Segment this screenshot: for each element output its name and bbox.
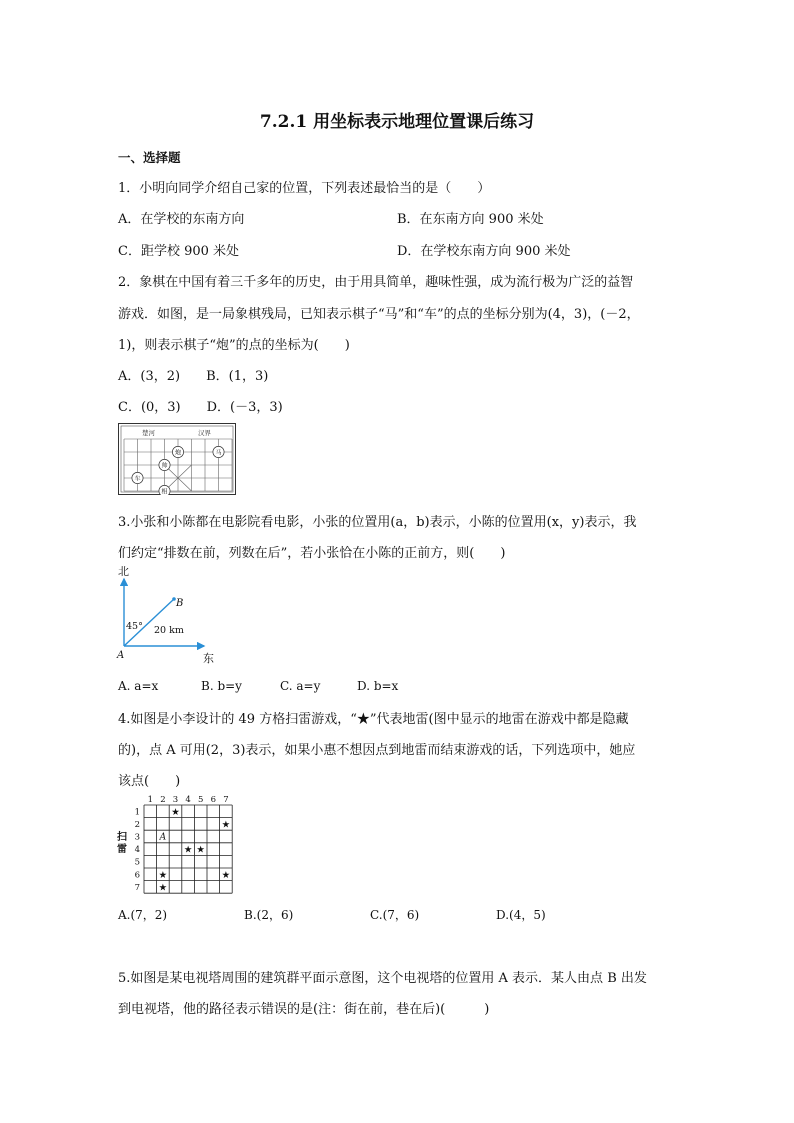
q5-line-1: 5.如图是某电视塔周围的建筑群平面示意图，这个电视塔的位置用 A 表示．某人由点 B 出发 — [118, 971, 647, 986]
mine-star-icon: ★ — [221, 819, 231, 831]
mine-star-icon: ★ — [158, 882, 168, 894]
q4-line-3: 该点( ) — [118, 774, 181, 789]
q1-option-b[interactable]: B．在东南方向 900 米处 — [397, 212, 544, 227]
chess-piece-label: 帅 — [161, 462, 168, 470]
chess-board-figure — [118, 423, 236, 495]
grid-row-label: 4 — [134, 845, 140, 856]
q4-line-2: 的)，点 A 可用(2，3)表示，如果小惠不想因点到地雷而结束游戏的话，下列选项中，她应 — [118, 743, 636, 758]
q2-options-cd[interactable]: C．(0，3) D．(－3，3) — [118, 400, 283, 415]
q4-option-d[interactable]: D.(4，5) — [496, 908, 546, 922]
q2-options-ab[interactable]: A．(3，2) B．(1，3) — [118, 369, 269, 384]
page-title: 7.2.1 用坐标表示地理位置课后练习 — [259, 112, 535, 132]
q5-line-2: 到电视塔，他的路径表示错误的是(注：街在前，巷在后)( ) — [118, 1002, 490, 1017]
side-label-lei: 雷 — [117, 844, 127, 855]
q3-option-c[interactable]: C. a=y — [280, 679, 321, 693]
grid-col-label: 5 — [197, 795, 204, 805]
grid-col-label: 7 — [223, 795, 229, 805]
grid-col-label: 2 — [160, 795, 166, 805]
direction-figure — [116, 563, 220, 667]
grid-row-label: 6 — [134, 870, 140, 881]
mine-star-icon: ★ — [196, 844, 205, 856]
q2-line-1: 2．象棋在中国有着三千多年的历史，由于用具简单，趣味性强，成为流行极为广泛的益智 — [118, 275, 634, 290]
q4-option-c[interactable]: C.(7，6) — [370, 908, 420, 922]
chess-piece-label: 相 — [161, 488, 168, 495]
mine-star-icon: ★ — [183, 844, 193, 856]
mine-star-icon: ★ — [221, 869, 231, 881]
q3-line-2: 们约定“排数在前，列数在后”，若小张恰在小陈的正前方，则( ) — [118, 546, 506, 561]
q1-stem: 1．小明向同学介绍自己家的位置，下列表述最恰当的是（ ） — [118, 181, 491, 196]
q4-option-a[interactable]: A.(7，2) — [118, 908, 168, 922]
north-label: 北 — [118, 565, 129, 578]
chess-piece-label: 马 — [215, 449, 222, 457]
distance-label: 20 km — [154, 625, 184, 636]
grid-row-label: 3 — [134, 832, 140, 843]
q1-option-d[interactable]: D．在学校东南方向 900 米处 — [397, 244, 571, 259]
q3-option-a[interactable]: A. a=x — [118, 679, 159, 693]
river-right-label: 汉界 — [198, 429, 211, 437]
q2-line-2: 游戏．如图，是一局象棋残局，已知表示棋子“马”和“车”的点的坐标分别为(4，3)，(－2， — [118, 307, 640, 322]
grid-row-label: 7 — [134, 882, 140, 893]
grid-row-label: 1 — [134, 807, 140, 818]
river-left-label: 楚河 — [142, 429, 155, 437]
q1-option-a[interactable]: A．在学校的东南方向 — [118, 212, 245, 227]
origin-a-label: A — [117, 650, 125, 661]
angle-label: 45° — [126, 621, 143, 632]
mine-star-icon: ★ — [158, 869, 168, 881]
q4-option-b[interactable]: B.(2，6) — [244, 908, 294, 922]
chess-piece-label: 车 — [134, 475, 141, 483]
mine-star-icon: ★ — [171, 806, 180, 818]
side-label-sao: 扫 — [117, 832, 127, 843]
q3-line-1: 3.小张和小陈都在电影院看电影，小张的位置用(a，b)表示，小陈的位置用(x，y)表示，我 — [118, 515, 637, 530]
grid-col-label: 4 — [185, 795, 191, 805]
q1-option-c[interactable]: C．距学校 900 米处 — [118, 244, 240, 259]
east-label: 东 — [203, 652, 214, 665]
q3-option-b[interactable]: B. b=y — [201, 679, 242, 693]
grid-row-label: 2 — [134, 819, 140, 830]
chess-piece-label: 炮 — [174, 449, 182, 457]
grid-col-label: 6 — [210, 795, 217, 805]
point-b-label: B — [176, 598, 184, 609]
grid-row-label: 5 — [134, 857, 140, 868]
minesweeper-figure — [116, 792, 238, 896]
grid-col-label: 3 — [172, 795, 179, 805]
section-heading: 一、选择题 — [118, 150, 181, 165]
grid-col-label: 1 — [147, 795, 154, 805]
q2-line-3: 1)，则表示棋子“炮”的点的坐标为( ) — [118, 338, 350, 353]
q4-line-1: 4.如图是小李设计的 49 方格扫雷游戏，“★”代表地雷(图中显示的地雷在游戏中都是隐藏 — [118, 712, 629, 727]
point-a-label: A — [159, 832, 167, 843]
q3-option-d[interactable]: D. b=x — [357, 679, 399, 693]
